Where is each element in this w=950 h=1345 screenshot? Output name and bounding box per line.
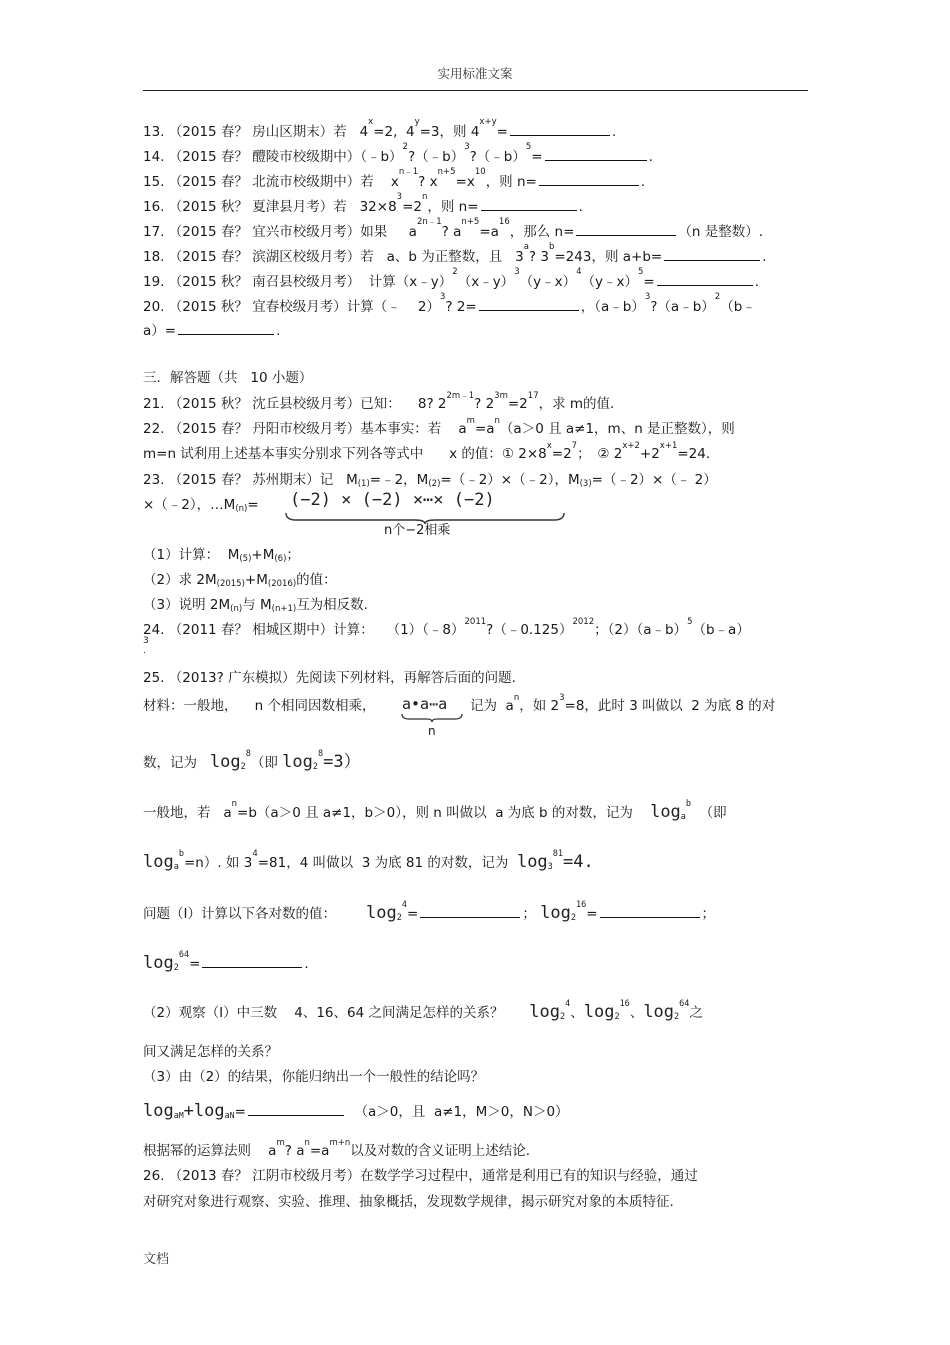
answer-blank[interactable] (510, 121, 610, 136)
answer-blank[interactable] (248, 1101, 344, 1116)
question-25-log-example: 数，记为 $\log_2^8$（即 $\log_2^8=3$） (143, 749, 361, 772)
question-23-cont: ×（﹣2），$\dots M_{(n)}=$ (143, 497, 259, 514)
question-26: 26. （2013 春？ 江阴市校级月考）在数学学习过程中，通常是利用已有的知识与经验，通过 (143, 1168, 698, 1184)
question-23-part1: （1）计算： $M_{(5)}+M_{(6)}$； (143, 547, 300, 564)
question-25-problem2-cont: 间又满足怎样的关系？ (143, 1044, 278, 1060)
question-23-part3: （3）说明 $2M_{(n)}$与 $M_{(n+1)}$互为相反数. (143, 597, 368, 614)
answer-blank[interactable] (576, 221, 676, 236)
product-a-expression: a•a⋯a (402, 695, 448, 713)
page-header: 实用标准文案 (437, 66, 513, 81)
answer-blank[interactable] (202, 953, 302, 968)
answer-blank[interactable] (420, 903, 520, 918)
brace-product-expression: (−2) × (−2) ×⋯× (−2) (290, 490, 495, 510)
answer-blank[interactable] (481, 196, 577, 211)
question-25-problem3: （3）由（2）的结果，你能归纳出一个一般性的结论吗？ (143, 1069, 485, 1085)
question-16: 16. （2015 秋？ 夏津县月考）若 $32\times 8^3=2^n$，则 n= . (143, 192, 583, 215)
question-14: 14. （2015 春？ 醴陵市校级期中）（﹣b）$^2$?（﹣b）$^3$?（﹣b）$^5$= . (143, 142, 653, 165)
question-22: 22. （2015 春？ 丹阳市校级月考）基本事实：若 $a^m=a^n(a>0$ 且 a≠1，m、n 是正整数），则 (143, 416, 735, 437)
question-23-part2: （2）求 $2M_{(2015)}+M_{(2016)}$的值： (143, 572, 337, 589)
answer-blank[interactable] (600, 903, 700, 918)
question-25-proof: 根据幂的运算法则 $a^m$? $a^n=a^{m+n}$以及对数的含义证明上述结论. (143, 1138, 531, 1159)
question-13: 13. （2015 春？ 房山区期末）若 $4^x=2$, $4^y=3$，则 $4^{x+y}=$ . (143, 117, 617, 140)
brace-caption: n个−2相乘 (384, 523, 451, 538)
question-21: 21. （2015 秋？ 沈丘县校级月考）已知： 8? $2^{2m﹣1}$? $2^{3m}=2^{17}$，求 m的值. (143, 391, 615, 412)
question-20-cont: a）= . (143, 320, 280, 340)
question-20: 20. （2015 秋？ 宜春校级月考）计算（﹣ 2）$^3$? 2= ，（a﹣b）$^3$?（a﹣b）$^2$（b﹣ (143, 292, 756, 315)
page-footer: 文档 (143, 1252, 170, 1267)
answer-blank[interactable] (657, 271, 753, 286)
question-25-material: 材料：一般地， n 个相同因数相乘， 记为 $a^n$，如 $2^3=8$，此时 3 叫做以 2 为底 8 的对 (143, 693, 776, 714)
question-25-problem2: （2）观察（Ⅰ）中三数 4、16、64 之间满足怎样的关系？ $\log_2^4$、$\log_2^{16}$、$\log_2^{64}$之 (143, 999, 703, 1022)
question-25-problem1: 问题（Ⅰ）计算以下各对数的值： $\log_2^4=$ ； $\log_2^{16}=$ ； (143, 900, 716, 923)
question-24-exp: 3 . (143, 636, 149, 656)
answer-blank[interactable] (539, 171, 639, 186)
question-19: 19. （2015 秋？ 南召县校级月考） 计算（x﹣y）$^2$（x﹣y）$^3$（y﹣x）$^4$（y﹣x）$^5$= . (143, 267, 760, 290)
question-18: 18. （2015 春？ 滨湖区校级月考）若 a、b 为正整数，且 3$^a$? $3^b=243$，则 a+b= . (143, 242, 767, 265)
question-22-cont: m=n 试利用上述基本事实分别求下列各等式中 x 的值：① $2\times 8^x=2^7$； ② $2^{x+2}+2^{x+1}=24$. (143, 441, 711, 462)
question-25-problem1-cont: $\log_2^{64}=$ . (143, 950, 309, 973)
question-15: 15. （2015 春？ 北流市校级期中）若 $x^{n﹣1}$? $x^{n+5}=x^{10}$，则 n= . (143, 167, 646, 190)
question-25-formula: $\log_{aM}+\log_{aN}= (a>0$，且 a≠1，M＞0，N＞0） (143, 1101, 569, 1121)
question-24: 24. （2011 春？ 相城区期中）计算： （1）（﹣8）$^{2011}$?（﹣0.125）$^{2012}$；（2）（a﹣b）$^5$（b﹣a） (143, 617, 750, 638)
question-25-definition: 一般地，若 $a^n=b(a>0$ 且 a≠1，b＞0），则 n 叫做以 a 为底 b 的对数，记为 $\log_a^b$ （即 (143, 799, 727, 822)
question-25-example: $\log_a^b=n$）. 如 $3^4=81$，4 叫做以 3 为底 81 的对数，记为 $\log_3^{81}=4$. (143, 849, 594, 872)
question-17: 17. （2015 春？ 宜兴市校级月考）如果 $a^{2n﹣1}$? $a^{n+5}=a^{16}$，那么 n= （n 是整数）. (143, 217, 764, 240)
question-25: 25. （2013? 广东模拟）先阅读下列材料，再解答后面的问题. (143, 670, 516, 686)
answer-blank[interactable] (664, 246, 760, 261)
brace-caption: n (428, 724, 436, 738)
question-26-cont: 对研究对象进行观察、实验、推理、抽象概括，发现数学规律，揭示研究对象的本质特征. (143, 1194, 674, 1210)
answer-blank[interactable] (479, 296, 579, 311)
section-title: 三．解答题（共 10 小题） (143, 370, 313, 386)
question-23: 23. （2015 春？ 苏州期末）记 $M_{(1)}=﹣2$，$M_{(2)}=(﹣2)\times(﹣2)$，$M_{(3)}=(﹣2)\times(﹣$ 2） (143, 472, 717, 489)
answer-blank[interactable] (545, 146, 647, 161)
header-divider (143, 90, 808, 91)
answer-blank[interactable] (178, 320, 274, 335)
